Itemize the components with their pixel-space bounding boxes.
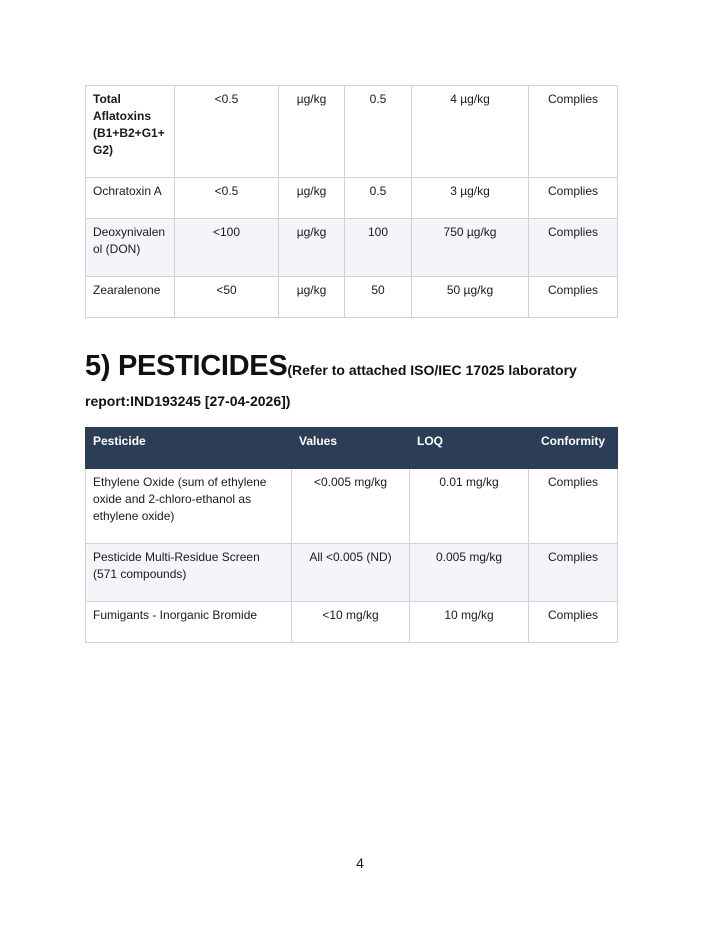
- pesticide-loq-cell: [410, 602, 529, 643]
- pesticide-name-cell: [86, 469, 292, 544]
- mycotoxin-table: [85, 85, 618, 318]
- mycotoxin-loq-cell: [345, 86, 412, 178]
- mycotoxin-value-cell: [175, 219, 279, 277]
- pesticide-conformity: Complies: [547, 475, 598, 489]
- mycotoxin-limit-cell: [412, 86, 529, 178]
- table-row: [86, 469, 618, 544]
- mycotoxin-limit: 4 µg/kg: [450, 92, 490, 106]
- pesticide-name: Pesticide Multi-Residue Screen (571 compounds): [93, 550, 260, 581]
- mycotoxin-name-cell: [86, 86, 175, 178]
- table-row: [86, 178, 618, 219]
- pesticide-conformity-cell: [529, 469, 618, 544]
- mycotoxin-value: <100: [212, 225, 241, 239]
- pesticide-loq-cell: [410, 544, 529, 602]
- mycotoxin-unit: µg/kg: [296, 92, 327, 106]
- pesticide-table: [85, 427, 618, 643]
- pesticide-loq: 0.01 mg/kg: [439, 475, 499, 489]
- mycotoxin-conformity-cell: [529, 178, 618, 219]
- mycotoxin-value-cell: [175, 178, 279, 219]
- mycotoxin-name-cell: [86, 178, 175, 219]
- pesticide-value-cell: [292, 544, 410, 602]
- mycotoxin-limit: 750 µg/kg: [443, 225, 497, 239]
- mycotoxin-conformity-cell: [529, 86, 618, 178]
- pesticide-name-cell: [86, 602, 292, 643]
- header-loq: [410, 428, 529, 469]
- mycotoxin-unit: µg/kg: [296, 283, 327, 297]
- mycotoxin-name: Deoxynivalenol (DON): [93, 225, 166, 256]
- pesticide-name: Fumigants - Inorganic Bromide: [93, 608, 258, 622]
- mycotoxin-name-cell: [86, 219, 175, 277]
- mycotoxin-name: Ochratoxin A: [93, 184, 162, 198]
- mycotoxin-limit: 50 µg/kg: [446, 283, 494, 297]
- header-conformity: [529, 428, 618, 469]
- table-row: [86, 544, 618, 602]
- mycotoxin-loq-cell: [345, 277, 412, 318]
- mycotoxin-limit: 3 µg/kg: [450, 184, 490, 198]
- mycotoxin-value: <0.5: [214, 184, 239, 198]
- mycotoxin-name-cell: [86, 277, 175, 318]
- pesticide-loq-cell: [410, 469, 529, 544]
- mycotoxin-conformity: Complies: [547, 283, 598, 297]
- mycotoxin-conformity: Complies: [547, 184, 598, 198]
- table-row: [86, 602, 618, 643]
- pesticide-conformity: Complies: [547, 550, 598, 564]
- mycotoxin-unit-cell: [279, 219, 345, 277]
- section-heading: [85, 350, 645, 409]
- mycotoxin-limit-cell: [412, 219, 529, 277]
- pesticide-value-cell: [292, 602, 410, 643]
- mycotoxin-value-cell: [175, 277, 279, 318]
- header-pesticide: [86, 428, 292, 469]
- table-row: [86, 277, 618, 318]
- pesticide-conformity: Complies: [547, 608, 598, 622]
- mycotoxin-unit-cell: [279, 178, 345, 219]
- mycotoxin-loq-cell: [345, 178, 412, 219]
- pesticide-conformity-cell: [529, 544, 618, 602]
- table-row: [86, 86, 618, 178]
- mycotoxin-conformity: Complies: [547, 92, 598, 106]
- pesticide-conformity-cell: [529, 602, 618, 643]
- mycotoxin-limit-cell: [412, 178, 529, 219]
- mycotoxin-unit-cell: [279, 86, 345, 178]
- mycotoxin-loq: 0.5: [369, 92, 387, 106]
- mycotoxin-loq: 50: [371, 283, 385, 297]
- pesticide-loq: 0.005 mg/kg: [435, 550, 503, 564]
- page-number: 4: [356, 855, 364, 871]
- mycotoxin-conformity-cell: [529, 219, 618, 277]
- mycotoxin-value: <50: [216, 283, 237, 297]
- mycotoxin-value-cell: [175, 86, 279, 178]
- mycotoxin-value: <0.5: [214, 92, 239, 106]
- pesticide-value: <10 mg/kg: [322, 608, 379, 622]
- pesticide-value: <0.005 mg/kg: [313, 475, 388, 489]
- pesticide-name: Ethylene Oxide (sum of ethylene oxide and 2-chloro-ethanol as ethylene oxide): [93, 475, 267, 523]
- pesticide-value-cell: [292, 469, 410, 544]
- mycotoxin-loq-cell: [345, 219, 412, 277]
- header-loq-label: LOQ: [417, 434, 443, 448]
- section-title: 5) PESTICIDES: [85, 350, 288, 382]
- mycotoxin-name: Zearalenone: [93, 283, 161, 297]
- header-pesticide-label: Pesticide: [93, 434, 146, 448]
- mycotoxin-loq: 100: [367, 225, 389, 239]
- table-row: [86, 219, 618, 277]
- pesticide-name-cell: [86, 544, 292, 602]
- pesticide-loq: 10 mg/kg: [444, 608, 494, 622]
- mycotoxin-limit-cell: [412, 277, 529, 318]
- header-values: [292, 428, 410, 469]
- pesticide-value: All <0.005 (ND): [309, 550, 392, 564]
- mycotoxin-loq: 0.5: [369, 184, 387, 198]
- mycotoxin-unit: µg/kg: [296, 225, 327, 239]
- section-note: (Refer to attached ISO/IEC 17025 laboratory: [287, 362, 577, 378]
- mycotoxin-name: Total Aflatoxins (B1+B2+G1+ G2): [93, 92, 165, 157]
- header-conformity-label: Conformity: [541, 434, 605, 448]
- header-values-label: Values: [299, 434, 338, 448]
- mycotoxin-unit: µg/kg: [296, 184, 327, 198]
- mycotoxin-unit-cell: [279, 277, 345, 318]
- mycotoxin-conformity: Complies: [547, 225, 598, 239]
- mycotoxin-conformity-cell: [529, 277, 618, 318]
- table-header-row: [86, 428, 618, 469]
- section-note-continued: report:IND193245 [27-04-2026]): [85, 393, 291, 409]
